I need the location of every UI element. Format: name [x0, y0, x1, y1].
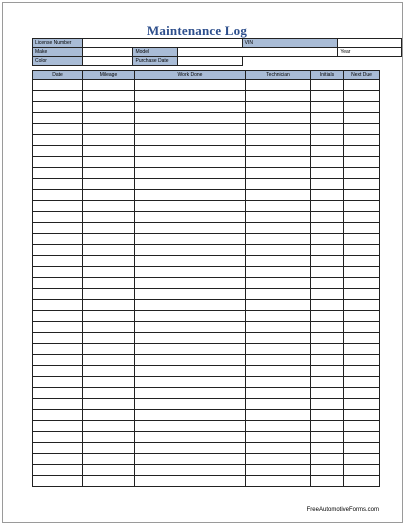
table-row	[33, 454, 380, 465]
table-row	[33, 322, 380, 333]
log-cell[interactable]	[344, 157, 380, 168]
log-cell[interactable]	[135, 311, 246, 322]
table-row	[33, 366, 380, 377]
log-cell[interactable]	[83, 91, 135, 102]
log-cell[interactable]	[83, 168, 135, 179]
vehicle-info-row-color	[33, 57, 402, 66]
log-cell[interactable]	[135, 245, 246, 256]
log-cell[interactable]	[33, 410, 83, 421]
log-cell[interactable]	[311, 245, 344, 256]
log-cell[interactable]	[135, 300, 246, 311]
log-cell[interactable]	[344, 465, 380, 476]
log-cell[interactable]	[311, 80, 344, 91]
log-cell[interactable]	[33, 465, 83, 476]
model-field[interactable]	[178, 48, 338, 57]
log-cell[interactable]	[344, 102, 380, 113]
log-cell[interactable]	[33, 135, 83, 146]
table-row	[33, 234, 380, 245]
log-cell[interactable]	[311, 201, 344, 212]
log-cell[interactable]	[135, 135, 246, 146]
log-cell[interactable]	[246, 245, 311, 256]
log-cell[interactable]	[344, 388, 380, 399]
log-cell[interactable]	[135, 157, 246, 168]
purchase-date-field[interactable]	[178, 57, 242, 66]
log-cell[interactable]	[311, 91, 344, 102]
log-cell[interactable]	[83, 476, 135, 487]
log-cell[interactable]	[135, 333, 246, 344]
log-cell[interactable]	[33, 454, 83, 465]
log-cell[interactable]	[33, 344, 83, 355]
log-cell[interactable]	[246, 399, 311, 410]
log-cell[interactable]	[33, 267, 83, 278]
log-cell[interactable]	[311, 399, 344, 410]
log-cell[interactable]	[83, 300, 135, 311]
log-cell[interactable]	[135, 256, 246, 267]
log-cell[interactable]	[135, 432, 246, 443]
log-cell[interactable]	[311, 168, 344, 179]
log-cell[interactable]	[135, 267, 246, 278]
log-cell[interactable]	[246, 366, 311, 377]
log-cell[interactable]	[33, 289, 83, 300]
table-row	[33, 410, 380, 421]
log-cell[interactable]	[83, 212, 135, 223]
log-cell[interactable]	[83, 157, 135, 168]
column-header-work-done: Work Done	[135, 71, 246, 80]
log-cell[interactable]	[33, 179, 83, 190]
log-cell[interactable]	[83, 146, 135, 157]
column-header-technician: Technician	[246, 71, 311, 80]
log-cell[interactable]	[311, 135, 344, 146]
log-cell[interactable]	[33, 201, 83, 212]
log-cell[interactable]	[311, 410, 344, 421]
log-cell[interactable]	[33, 234, 83, 245]
log-cell[interactable]	[344, 223, 380, 234]
log-cell[interactable]	[246, 278, 311, 289]
color-field[interactable]	[82, 57, 133, 66]
log-cell[interactable]	[311, 432, 344, 443]
log-cell[interactable]	[83, 344, 135, 355]
table-row	[33, 91, 380, 102]
log-cell[interactable]	[246, 91, 311, 102]
log-cell[interactable]	[135, 190, 246, 201]
log-cell[interactable]	[135, 124, 246, 135]
log-cell[interactable]	[344, 421, 380, 432]
log-cell[interactable]	[311, 311, 344, 322]
log-cell[interactable]	[344, 454, 380, 465]
log-cell[interactable]	[83, 278, 135, 289]
log-cell[interactable]	[344, 410, 380, 421]
log-cell[interactable]	[135, 465, 246, 476]
log-cell[interactable]	[33, 91, 83, 102]
log-cell[interactable]	[83, 421, 135, 432]
table-row	[33, 80, 380, 91]
log-cell[interactable]	[344, 190, 380, 201]
log-cell[interactable]	[311, 289, 344, 300]
log-cell[interactable]	[311, 124, 344, 135]
log-cell[interactable]	[83, 410, 135, 421]
table-row	[33, 124, 380, 135]
log-cell[interactable]	[246, 212, 311, 223]
log-cell[interactable]	[246, 476, 311, 487]
log-cell[interactable]	[246, 311, 311, 322]
log-cell[interactable]	[135, 366, 246, 377]
log-cell[interactable]	[311, 212, 344, 223]
log-cell[interactable]	[33, 223, 83, 234]
table-row	[33, 135, 380, 146]
log-cell[interactable]	[311, 476, 344, 487]
log-cell[interactable]	[246, 443, 311, 454]
log-cell[interactable]	[83, 465, 135, 476]
log-cell[interactable]	[344, 399, 380, 410]
log-cell[interactable]	[135, 355, 246, 366]
vin-label: VIN	[242, 39, 338, 48]
log-cell[interactable]	[83, 190, 135, 201]
table-row	[33, 476, 380, 487]
log-cell[interactable]	[135, 80, 246, 91]
log-cell[interactable]	[344, 113, 380, 124]
log-cell[interactable]	[344, 366, 380, 377]
model-label: Model	[133, 48, 178, 57]
table-row	[33, 146, 380, 157]
log-cell[interactable]	[246, 432, 311, 443]
log-cell[interactable]	[83, 135, 135, 146]
log-cell[interactable]	[246, 80, 311, 91]
log-cell[interactable]	[135, 91, 246, 102]
log-cell[interactable]	[33, 366, 83, 377]
table-row	[33, 421, 380, 432]
log-cell[interactable]	[83, 223, 135, 234]
log-cell[interactable]	[246, 256, 311, 267]
log-cell[interactable]	[83, 201, 135, 212]
log-cell[interactable]	[246, 168, 311, 179]
log-cell[interactable]	[33, 443, 83, 454]
log-cell[interactable]	[344, 146, 380, 157]
log-cell[interactable]	[83, 399, 135, 410]
log-cell[interactable]	[344, 135, 380, 146]
log-cell[interactable]	[246, 267, 311, 278]
log-cell[interactable]	[311, 278, 344, 289]
log-cell[interactable]	[83, 366, 135, 377]
log-cell[interactable]	[83, 234, 135, 245]
log-cell[interactable]	[311, 377, 344, 388]
table-row	[33, 388, 380, 399]
log-cell[interactable]	[344, 212, 380, 223]
log-cell[interactable]	[135, 146, 246, 157]
table-row	[33, 168, 380, 179]
column-header-date: Date	[33, 71, 83, 80]
log-cell[interactable]	[83, 113, 135, 124]
log-cell[interactable]	[135, 212, 246, 223]
vehicle-info-table	[32, 38, 402, 66]
license-number-label: License Number	[33, 39, 83, 48]
log-cell[interactable]	[311, 267, 344, 278]
log-cell[interactable]	[344, 300, 380, 311]
log-cell[interactable]	[135, 278, 246, 289]
log-cell[interactable]	[83, 432, 135, 443]
log-cell[interactable]	[246, 355, 311, 366]
log-cell[interactable]	[135, 168, 246, 179]
log-cell[interactable]	[344, 289, 380, 300]
log-cell[interactable]	[311, 454, 344, 465]
log-cell[interactable]	[246, 234, 311, 245]
log-cell[interactable]	[311, 388, 344, 399]
log-cell[interactable]	[344, 179, 380, 190]
log-cell[interactable]	[311, 322, 344, 333]
log-cell[interactable]	[344, 432, 380, 443]
log-cell[interactable]	[33, 212, 83, 223]
log-cell[interactable]	[83, 388, 135, 399]
log-cell[interactable]	[135, 113, 246, 124]
log-cell[interactable]	[135, 476, 246, 487]
log-cell[interactable]	[135, 377, 246, 388]
log-cell[interactable]	[83, 245, 135, 256]
table-row	[33, 179, 380, 190]
log-cell[interactable]	[83, 124, 135, 135]
log-cell[interactable]	[344, 322, 380, 333]
log-cell[interactable]	[246, 124, 311, 135]
log-cell[interactable]	[33, 377, 83, 388]
log-cell[interactable]	[83, 102, 135, 113]
vehicle-info-row-make	[33, 48, 402, 57]
log-cell[interactable]	[33, 388, 83, 399]
log-cell[interactable]	[33, 102, 83, 113]
log-cell[interactable]	[135, 322, 246, 333]
maintenance-log-table	[32, 70, 380, 487]
log-cell[interactable]	[33, 157, 83, 168]
table-row	[33, 267, 380, 278]
table-row	[33, 465, 380, 476]
log-cell[interactable]	[83, 311, 135, 322]
log-cell[interactable]	[135, 201, 246, 212]
log-cell[interactable]	[246, 113, 311, 124]
log-cell[interactable]	[344, 91, 380, 102]
log-cell[interactable]	[246, 135, 311, 146]
log-cell[interactable]	[246, 223, 311, 234]
log-cell[interactable]	[344, 476, 380, 487]
log-cell[interactable]	[246, 344, 311, 355]
log-cell[interactable]	[135, 234, 246, 245]
log-cell[interactable]	[311, 300, 344, 311]
table-row	[33, 344, 380, 355]
log-cell[interactable]	[135, 421, 246, 432]
table-row	[33, 300, 380, 311]
log-cell[interactable]	[135, 223, 246, 234]
log-cell[interactable]	[135, 179, 246, 190]
log-cell[interactable]	[311, 443, 344, 454]
log-cell[interactable]	[33, 168, 83, 179]
log-cell[interactable]	[33, 300, 83, 311]
log-cell[interactable]	[33, 432, 83, 443]
log-cell[interactable]	[311, 333, 344, 344]
log-cell[interactable]	[344, 80, 380, 91]
log-cell[interactable]	[135, 102, 246, 113]
log-cell[interactable]	[135, 410, 246, 421]
table-row	[33, 377, 380, 388]
table-row	[33, 223, 380, 234]
footer-website: FreeAutomotiveForms.com	[306, 507, 379, 513]
log-cell[interactable]	[33, 355, 83, 366]
log-cell[interactable]	[344, 245, 380, 256]
log-cell[interactable]	[135, 443, 246, 454]
year-cell[interactable]	[338, 48, 402, 57]
log-cell[interactable]	[135, 344, 246, 355]
table-row	[33, 289, 380, 300]
log-cell[interactable]	[311, 366, 344, 377]
log-cell[interactable]	[33, 278, 83, 289]
table-row	[33, 311, 380, 322]
log-cell[interactable]	[33, 80, 83, 91]
log-cell[interactable]	[311, 223, 344, 234]
table-row	[33, 355, 380, 366]
column-header-initials: Initials	[311, 71, 344, 80]
log-cell[interactable]	[135, 454, 246, 465]
color-label: Color	[33, 57, 83, 66]
vehicle-info-row-license	[33, 39, 402, 48]
log-cell[interactable]	[246, 102, 311, 113]
license-number-field[interactable]	[82, 39, 242, 48]
log-cell[interactable]	[246, 157, 311, 168]
log-cell[interactable]	[33, 190, 83, 201]
log-cell[interactable]	[311, 190, 344, 201]
log-cell[interactable]	[246, 289, 311, 300]
form-page	[2, 2, 403, 523]
log-cell[interactable]	[33, 399, 83, 410]
log-cell[interactable]	[246, 410, 311, 421]
log-cell[interactable]	[83, 355, 135, 366]
column-header-next-due: Next Due	[344, 71, 380, 80]
log-cell[interactable]	[83, 179, 135, 190]
log-cell[interactable]	[311, 157, 344, 168]
log-cell[interactable]	[344, 344, 380, 355]
log-cell[interactable]	[83, 256, 135, 267]
log-cell[interactable]	[135, 399, 246, 410]
log-cell[interactable]	[344, 124, 380, 135]
log-cell[interactable]	[33, 146, 83, 157]
log-cell[interactable]	[83, 377, 135, 388]
log-cell[interactable]	[311, 102, 344, 113]
table-row	[33, 157, 380, 168]
log-cell[interactable]	[33, 113, 83, 124]
log-cell[interactable]	[311, 179, 344, 190]
log-cell[interactable]	[344, 355, 380, 366]
log-cell[interactable]	[311, 344, 344, 355]
log-cell[interactable]	[83, 322, 135, 333]
log-cell[interactable]	[246, 454, 311, 465]
log-cell[interactable]	[33, 476, 83, 487]
log-cell[interactable]	[344, 234, 380, 245]
log-cell[interactable]	[311, 146, 344, 157]
log-cell[interactable]	[344, 256, 380, 267]
table-row	[33, 245, 380, 256]
form-title: Maintenance Log	[146, 23, 248, 38]
log-cell[interactable]	[344, 311, 380, 322]
table-row	[33, 212, 380, 223]
make-label: Make	[33, 48, 83, 57]
log-cell[interactable]	[311, 465, 344, 476]
log-cell[interactable]	[311, 355, 344, 366]
table-row	[33, 201, 380, 212]
log-cell[interactable]	[344, 443, 380, 454]
log-cell[interactable]	[135, 289, 246, 300]
log-cell[interactable]	[83, 289, 135, 300]
log-cell[interactable]	[246, 201, 311, 212]
log-cell[interactable]	[83, 80, 135, 91]
log-cell[interactable]	[33, 245, 83, 256]
log-cell[interactable]	[344, 168, 380, 179]
log-cell[interactable]	[344, 201, 380, 212]
log-cell[interactable]	[344, 333, 380, 344]
log-header-row	[33, 71, 380, 80]
log-cell[interactable]	[33, 421, 83, 432]
column-header-mileage: Mileage	[83, 71, 135, 80]
log-cell[interactable]	[344, 267, 380, 278]
vin-field[interactable]	[338, 39, 402, 48]
table-row	[33, 432, 380, 443]
log-body	[33, 80, 380, 487]
log-cell[interactable]	[135, 388, 246, 399]
log-cell[interactable]	[33, 322, 83, 333]
log-cell[interactable]	[83, 454, 135, 465]
year-label: Year	[340, 49, 351, 55]
log-cell[interactable]	[311, 256, 344, 267]
log-cell[interactable]	[246, 179, 311, 190]
log-cell[interactable]	[246, 190, 311, 201]
table-row	[33, 190, 380, 201]
table-row	[33, 443, 380, 454]
log-cell[interactable]	[246, 322, 311, 333]
log-cell[interactable]	[246, 146, 311, 157]
log-cell[interactable]	[311, 421, 344, 432]
make-field[interactable]	[82, 48, 133, 57]
log-cell[interactable]	[311, 113, 344, 124]
log-cell[interactable]	[344, 278, 380, 289]
log-cell[interactable]	[246, 333, 311, 344]
log-cell[interactable]	[246, 465, 311, 476]
purchase-date-label: Purchase Date	[133, 57, 178, 66]
log-cell[interactable]	[33, 333, 83, 344]
log-cell[interactable]	[344, 377, 380, 388]
table-row	[33, 113, 380, 124]
table-row	[33, 399, 380, 410]
log-cell[interactable]	[83, 443, 135, 454]
log-cell[interactable]	[33, 124, 83, 135]
table-row	[33, 278, 380, 289]
table-row	[33, 102, 380, 113]
log-cell[interactable]	[246, 377, 311, 388]
table-row	[33, 256, 380, 267]
log-cell[interactable]	[83, 267, 135, 278]
log-cell[interactable]	[311, 234, 344, 245]
log-cell[interactable]	[83, 333, 135, 344]
log-cell[interactable]	[246, 388, 311, 399]
log-cell[interactable]	[246, 421, 311, 432]
log-cell[interactable]	[33, 311, 83, 322]
table-row	[33, 333, 380, 344]
log-cell[interactable]	[33, 256, 83, 267]
log-cell[interactable]	[246, 300, 311, 311]
